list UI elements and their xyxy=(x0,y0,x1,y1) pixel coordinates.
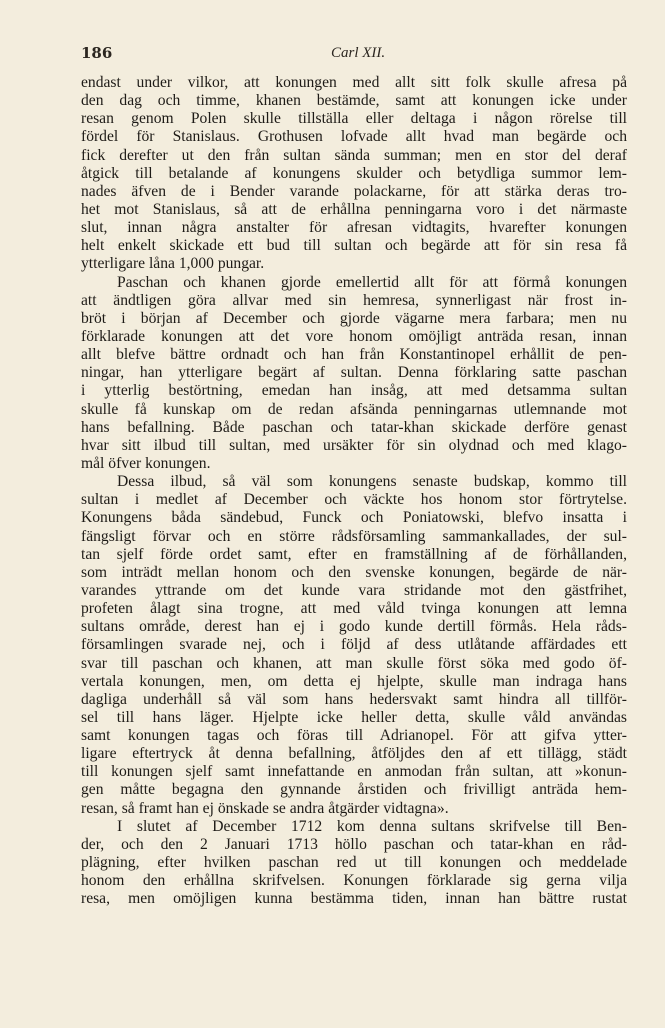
text-line: slut, innan några anstalter för afresan vidtagits, hvarefter konungen xyxy=(81,219,627,237)
text-line: plägning, efter hvilken paschan red ut till konungen och meddelade xyxy=(81,854,627,872)
running-title: Carl XII. xyxy=(331,45,386,61)
text-line: den dag och timme, khanen bestämde, samt att konungen icke under xyxy=(81,92,627,110)
text-line: endast under vilkor, att konungen med allt sitt folk skulle afresa på xyxy=(81,74,627,91)
text-line: varandes yttrande om det kunde vara stridande mot den gästfrihet, xyxy=(81,581,627,599)
text-line: ytterligare låna 1,000 pungar. xyxy=(81,255,265,273)
text-line: mål öfver konungen. xyxy=(81,454,211,472)
text-line: Dessa ilbud, så väl som konungens senaste budskap, kommo till xyxy=(117,473,627,491)
text-line: dagliga underhåll så väl som hans hedersvakt samt hindra all tillför- xyxy=(81,690,627,708)
text-line: ligare eftertryck åt denna befallning, åtföljdes den af ett tillägg, städt xyxy=(81,745,627,763)
text-line: resan, så framt han ej önskade se andra åtgärder vidtagna». xyxy=(81,799,449,817)
text-line: åtgick till betalande af konungens skulder och betydliga summor lem- xyxy=(81,164,627,182)
text-line: samt konungen tagas och föras till Adrianopel. För att gifva ytter- xyxy=(81,727,627,745)
text-line: hvar sitt ilbud till sultan, med ursäkter för sin olydnad och med klago- xyxy=(81,436,627,454)
text-line: hans befallning. Både paschan och tatar-khan skickade derföre genast xyxy=(81,418,627,436)
text-line: fick derefter ut den från sultan sända summan; men en stor del deraf xyxy=(81,146,627,164)
text-line: nades äfven de i Bender varande polackarne, för att stärka deras tro- xyxy=(81,182,627,200)
text-line: förklarade konungen att det vore honom omöjligt anträda resan, innan xyxy=(81,327,627,345)
text-line: fördel för Stanislaus. Grothusen lofvade allt hvad man begärde och xyxy=(81,128,627,146)
text-line: sultans område, derest han ej i godo kunde dertill förmås. Hela råds- xyxy=(81,618,627,636)
text-line: Konungens båda sändebud, Funck och Poniatowski, blefvo insatta i xyxy=(81,509,627,527)
text-line: att ändtligen göra allvar med sin hemresa, synnerligast när frost in- xyxy=(81,291,627,309)
page-number: 186 xyxy=(81,44,113,62)
text-line: der, och den 2 Januari 1713 höllo paschan och tatar-khan en råd- xyxy=(81,835,627,853)
text-line: profeten ålagt sina trogne, att med våld tvinga konungen att lemna xyxy=(81,600,627,618)
text-line: allt blefve bättre ordnadt och han från Konstantinopel erhållit de pen- xyxy=(81,346,627,364)
text-line: gen måtte begagna den gynnande årstiden och frivilligt anträda hem- xyxy=(81,781,627,799)
text-line: sel till hans läger. Hjelpte icke heller detta, skulle våld användas xyxy=(81,708,627,726)
page-header xyxy=(81,44,626,64)
text-line: skulle få kunskap om de redan afsända penningarnas utlemnande mot xyxy=(81,400,627,418)
text-line: till konungen sjelf samt innefattande en anmodan från sultan, att »konun- xyxy=(81,763,627,781)
text-line: Paschan och khanen gjorde emellertid allt för att förmå konungen xyxy=(117,273,627,291)
text-line: het mot Stanislaus, så att de erhållna penningarna voro i det närmaste xyxy=(81,200,627,218)
text-line: sultan i medlet af December och väckte hos honom stor förtrytelse. xyxy=(81,491,627,509)
text-line: helt enkelt skickade ett bud till sultan och begärde att för sin resa få xyxy=(81,237,627,255)
text-line: vertala konungen, men, om detta ej hjelpte, skulle man indraga hans xyxy=(81,672,627,690)
body-text xyxy=(81,74,627,908)
text-line: församlingen svarade nej, och i följd af dess utlåtande affärdades ett xyxy=(81,636,627,654)
text-line: bröt i början af December och gjorde vägarne mera farbara; men nu xyxy=(81,309,627,327)
text-line: ningar, han ytterligare begärt af sultan. Denna förklaring satte paschan xyxy=(81,364,627,382)
text-line: honom den erhållna skrifvelsen. Konungen förklarade sig gerna vilja xyxy=(81,872,627,890)
text-line: I slutet af December 1712 kom denna sultans skrifvelse till Ben- xyxy=(117,817,627,835)
text-line: resan genom Polen skulle tillställa eller deltaga i någon rörelse till xyxy=(81,110,627,128)
text-line: tan sjelf förde ordet samt, efter en framställning af de förhållanden, xyxy=(81,545,627,563)
text-line: i ytterlig bestörtning, emedan han insåg, att med detsamma sultan xyxy=(81,382,627,400)
text-line: som inträdt mellan honom och den svenske konungen, begärde de när- xyxy=(81,563,627,581)
text-line: resa, men omöjligen kunna bestämma tiden, innan han bättre rustat xyxy=(81,890,627,908)
text-line: fängsligt förvar och en större rådsförsamling sammankallades, der sul- xyxy=(81,527,627,545)
text-line: svar till paschan och khanen, att man skulle först söka med godo öf- xyxy=(81,654,627,672)
